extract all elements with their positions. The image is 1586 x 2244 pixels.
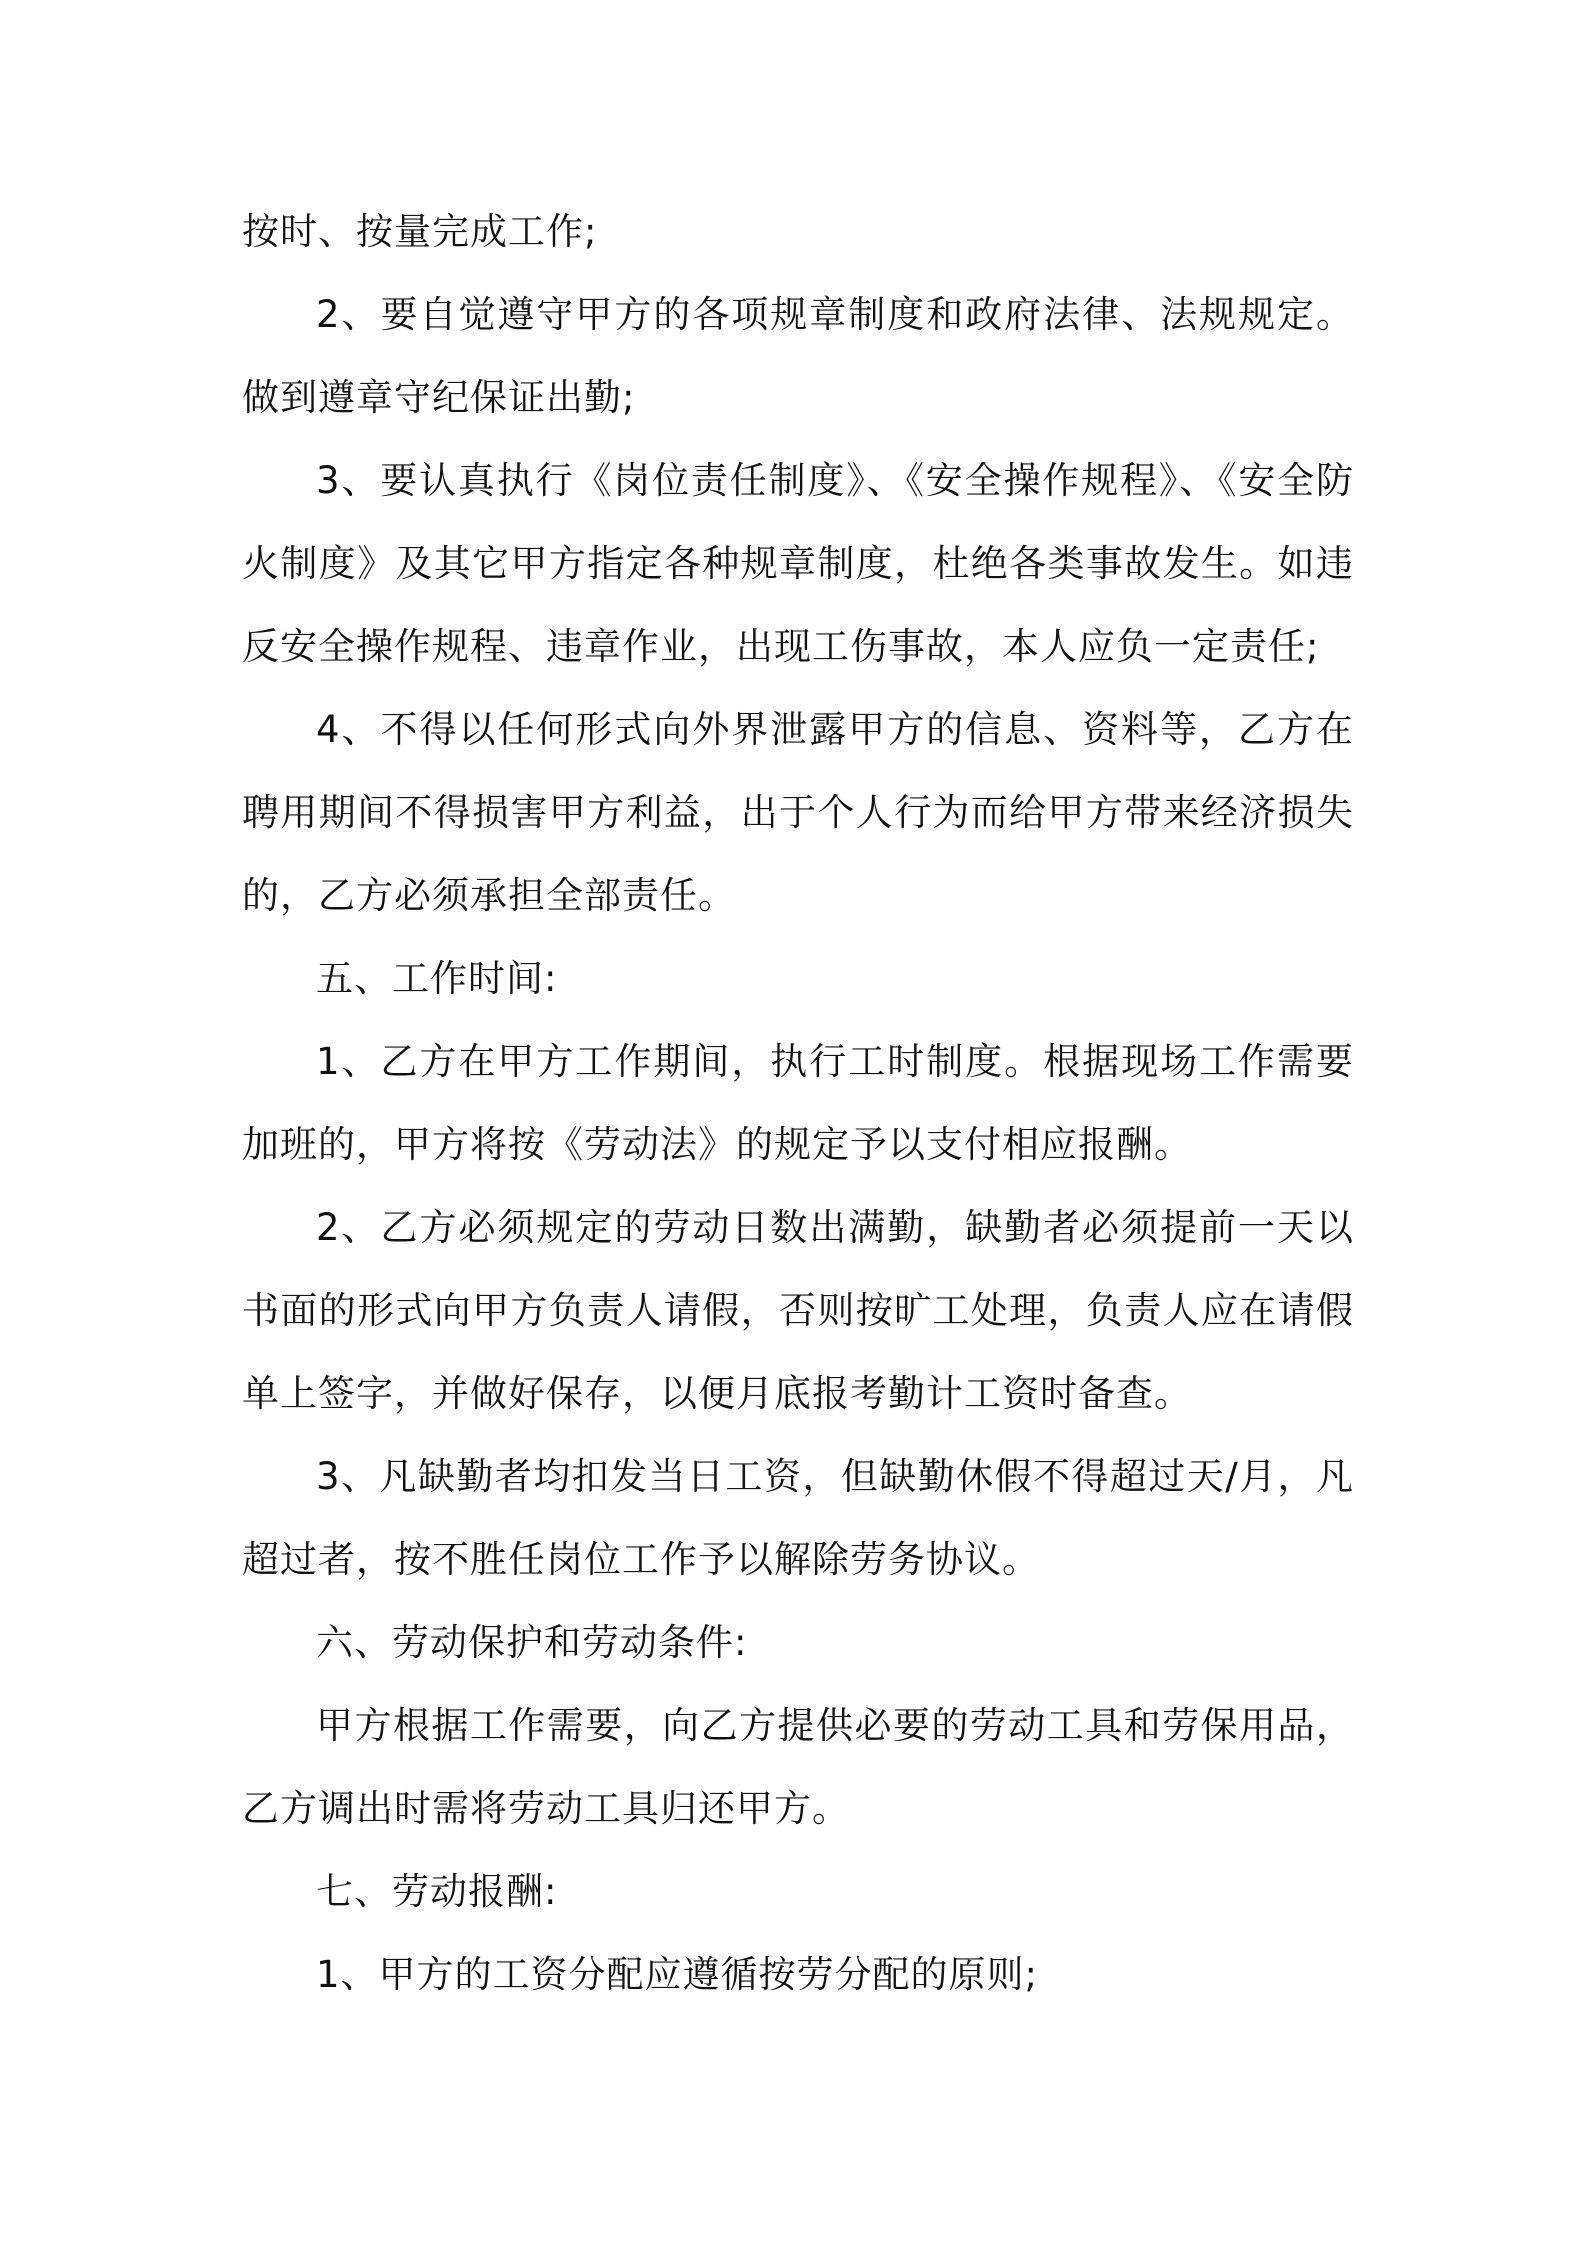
paragraph-3: 3、要认真执行《岗位责任制度》、《安全操作规程》、《安全防火制度》及其它甲方指定各种规章制度，杜绝各类事故发生。如违反安全操作规程、违章作业，出现工伤事故，本人应负一定责任;	[242, 459, 1354, 668]
paragraph-2: 2、要自觉遵守甲方的各项规章制度和政府法律、法规规定。做到遵章守纪保证出勤;	[242, 293, 1354, 419]
paragraph-1: 按时、按量完成工作;	[242, 210, 598, 253]
paragraph-12: 1、甲方的工资分配应遵循按劳分配的原则;	[316, 1953, 1039, 1996]
paragraph-10: 甲方根据工作需要，向乙方提供必要的劳动工具和劳保用品，乙方调出时需将劳动工具归还甲方。	[242, 1704, 1354, 1830]
paragraph-4: 4、不得以任何形式向外界泄露甲方的信息、资料等，乙方在聘用期间不得损害甲方利益，出于个人行为而给甲方带来经济损失的，乙方必须承担全部责任。	[242, 708, 1354, 917]
section-heading-labor-pay: 七、劳动报酬:	[316, 1870, 558, 1913]
document-body	[242, 190, 1354, 2016]
paragraph-8: 3、凡缺勤者均扣发当日工资，但缺勤休假不得超过天/月，凡超过者，按不胜任岗位工作予以解除劳务协议。	[242, 1455, 1354, 1581]
paragraph-6: 1、乙方在甲方工作期间，执行工时制度。根据现场工作需要加班的，甲方将按《劳动法》的规定予以支付相应报酬。	[242, 1040, 1354, 1166]
section-heading-work-time: 五、工作时间:	[316, 957, 558, 1000]
section-heading-labor-protection: 六、劳动保护和劳动条件:	[316, 1621, 748, 1664]
paragraph-7: 2、乙方必须规定的劳动日数出满勤，缺勤者必须提前一天以书面的形式向甲方负责人请假，否则按旷工处理，负责人应在请假单上签字，并做好保存，以便月底报考勤计工资时备查。	[242, 1206, 1354, 1415]
